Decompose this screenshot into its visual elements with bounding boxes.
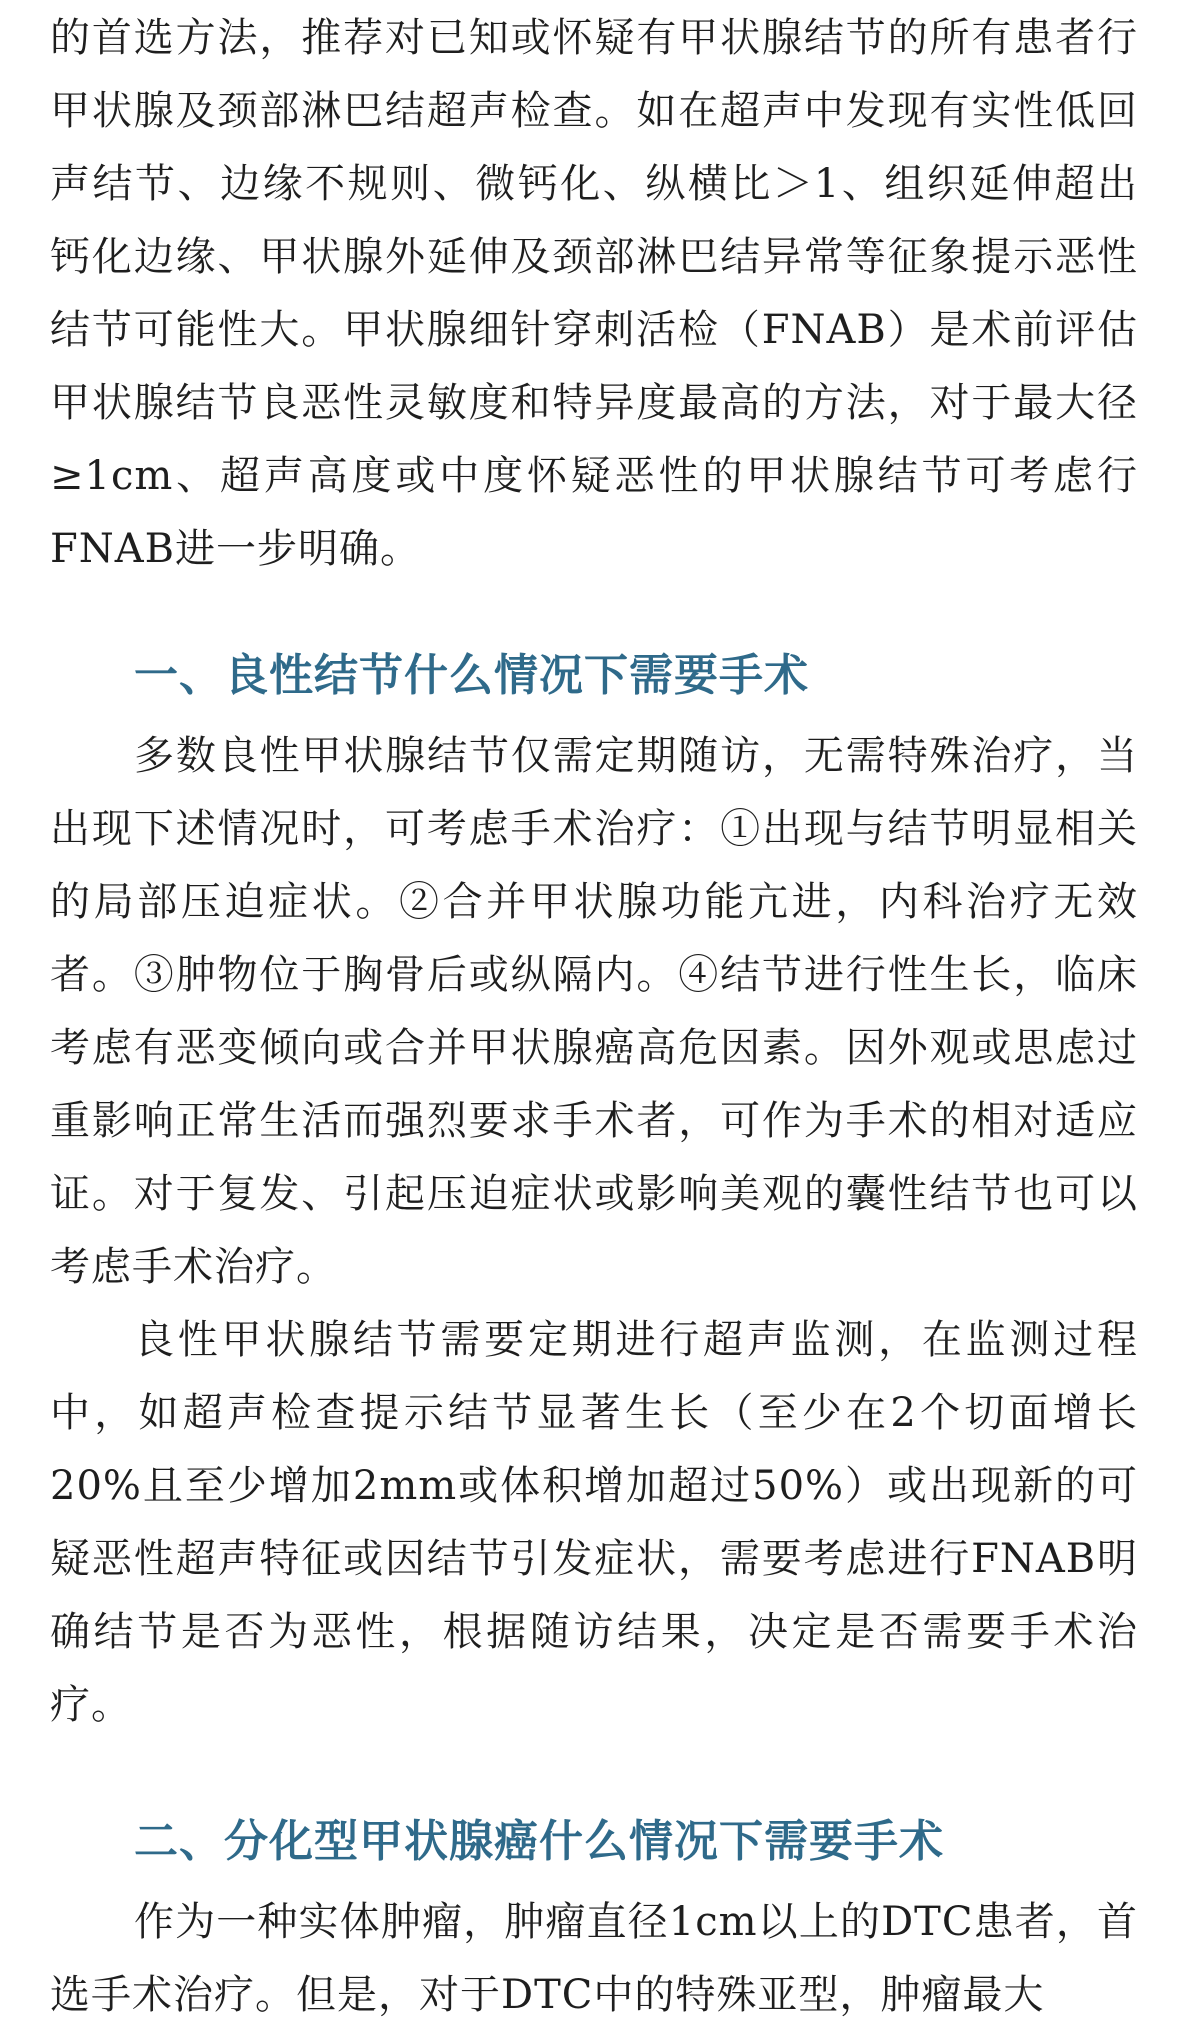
section2-paragraph-1: 作为一种实体肿瘤，肿瘤直径1cm以上的DTC患者，首选手术治疗。但是，对于DTC中的特殊亚型，肿瘤最大	[50, 1899, 1138, 2018]
section1-paragraph-2: 良性甲状腺结节需要定期进行超声监测，在监测过程中，如超声检查提示结节显著生长（至少在2个切面增长20%且至少增加2mm或体积增加超过50%）或出现新的可疑恶性超声特征或因结节引发症状，需要考虑进行FNAB明确结节是否为恶性，根据随访结果，决定是否需要手术治疗。	[50, 1317, 1138, 1728]
section-heading-benign-nodules: 一、良性结节什么情况下需要手术	[134, 650, 809, 701]
intro-paragraph: 的首选方法，推荐对已知或怀疑有甲状腺结节的所有患者行甲状腺及颈部淋巴结超声检查。如在超声中发现有实性低回声结节、边缘不规则、微钙化、纵横比＞1、组织延伸超出钙化边缘、甲状腺外延伸及颈部淋巴结异常等征象提示恶性结节可能性大。甲状腺细针穿刺活检（FNAB）是术前评估甲状腺结节良恶性灵敏度和特异度最高的方法，对于最大径≥1cm、超声高度或中度怀疑恶性的甲状腺结节可考虑行FNAB进一步明确。	[50, 15, 1138, 572]
document-page	[50, 0, 1138, 2032]
section1-paragraph-1: 多数良性甲状腺结节仅需定期随访，无需特殊治疗，当出现下述情况时，可考虑手术治疗：①出现与结节明显相关的局部压迫症状。②合并甲状腺功能亢进，内科治疗无效者。③肿物位于胸骨后或纵隔内。④结节进行性生长，临床考虑有恶变倾向或合并甲状腺癌高危因素。因外观或思虑过重影响正常生活而强烈要求手术者，可作为手术的相对适应证。对于复发、引起压迫症状或影响美观的囊性结节也可以考虑手术治疗。	[50, 733, 1138, 1290]
section-heading-differentiated-thyroid-cancer: 二、分化型甲状腺癌什么情况下需要手术	[134, 1816, 944, 1867]
